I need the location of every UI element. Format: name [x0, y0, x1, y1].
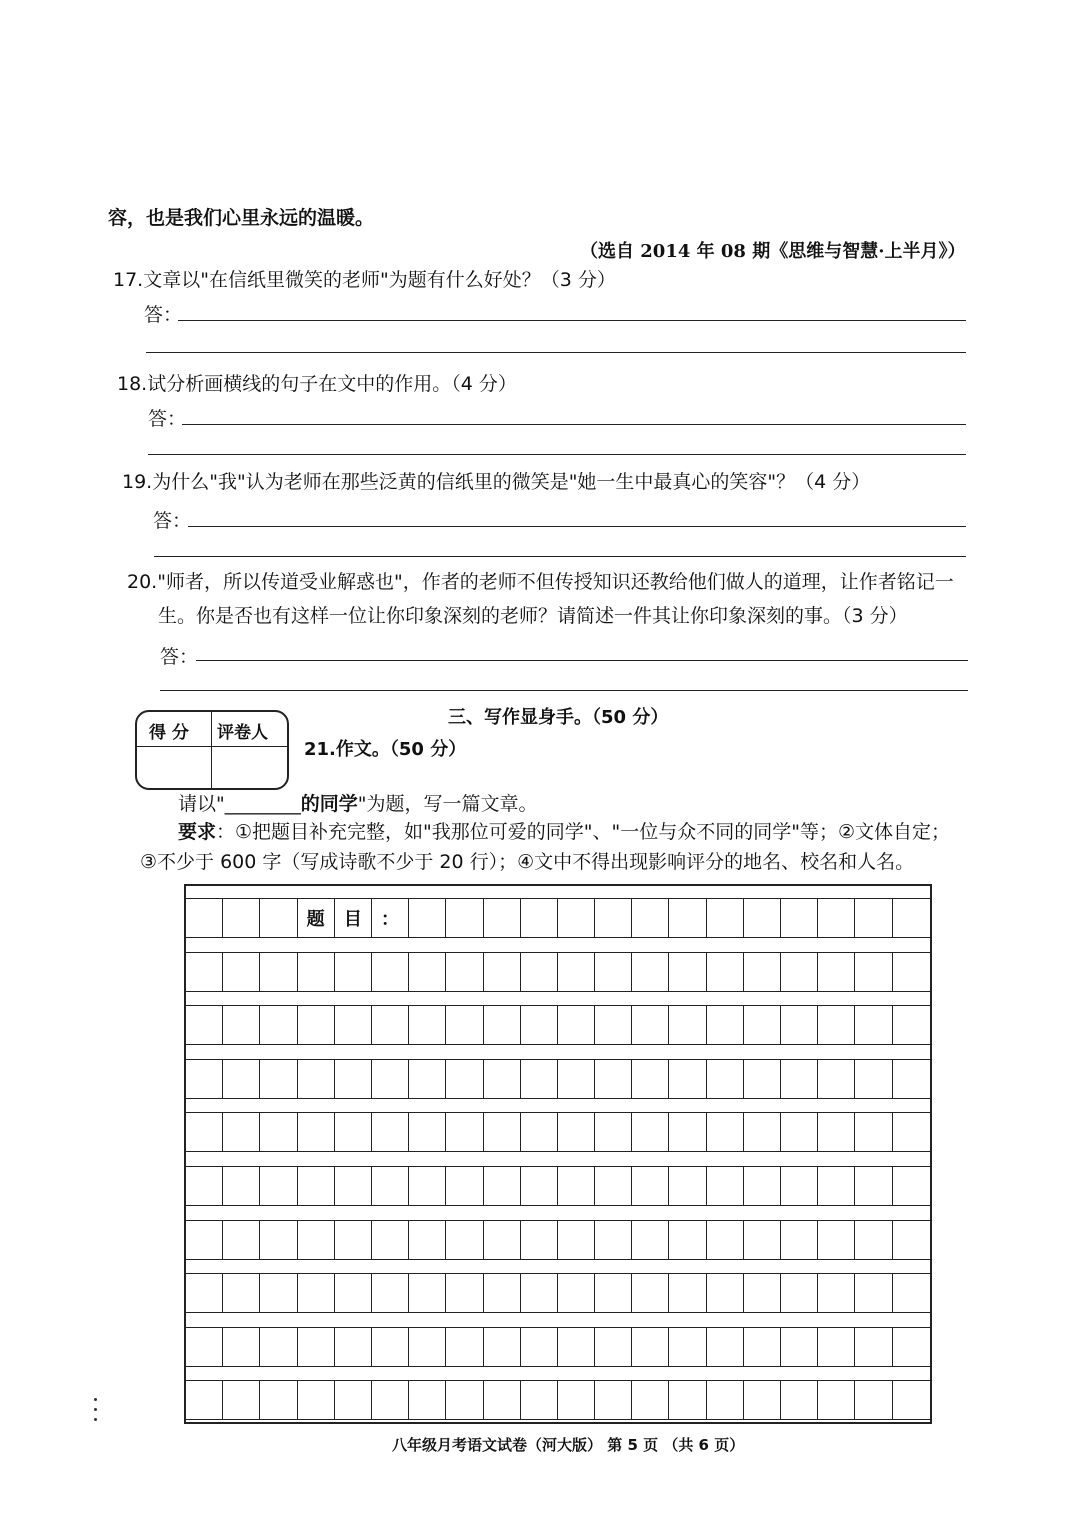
requirements-line2: ③不少于 600 字（写成诗歌不少于 20 行）；④文中不得出现影响评分的地名、校名和人名。 [140, 851, 915, 873]
grid-cell[interactable] [744, 1006, 781, 1044]
grid-cell[interactable] [260, 1113, 297, 1151]
grid-cell[interactable] [855, 1221, 892, 1259]
grid-cell[interactable] [446, 1381, 483, 1419]
grid-cell[interactable] [484, 1060, 521, 1098]
grid-cell[interactable] [409, 1060, 446, 1098]
grid-cell[interactable] [372, 1060, 409, 1098]
grid-cell[interactable] [409, 1381, 446, 1419]
grid-cell[interactable] [632, 1328, 669, 1366]
grid-cell[interactable] [669, 1381, 706, 1419]
grid-cell[interactable] [781, 1006, 818, 1044]
answer-label-18: 答： [148, 408, 187, 430]
grid-cell[interactable] [260, 953, 297, 991]
grid-cell[interactable] [632, 1167, 669, 1205]
answer-line-17b[interactable] [146, 352, 966, 353]
grid-cell[interactable] [298, 1221, 335, 1259]
page-footer: 八年级月考语文试卷（河大版） 第 5 页 （共 6 页） [392, 1436, 745, 1454]
grid-cell[interactable] [372, 1381, 409, 1419]
grid-cell[interactable] [484, 953, 521, 991]
grid-row [186, 1005, 930, 1045]
grid-cell[interactable] [223, 953, 260, 991]
grid-cell[interactable] [744, 1113, 781, 1151]
grid-cell[interactable] [595, 1328, 632, 1366]
grid-cell[interactable] [298, 1060, 335, 1098]
grid-cell[interactable] [558, 1006, 595, 1044]
grid-cell[interactable] [893, 1167, 930, 1205]
grid-cell[interactable] [818, 1221, 855, 1259]
grid-cell[interactable] [521, 1006, 558, 1044]
grid-cell[interactable] [632, 899, 669, 937]
grid-cell[interactable] [781, 1060, 818, 1098]
grid-cell[interactable] [260, 899, 297, 937]
grid-cell[interactable] [260, 1060, 297, 1098]
grid-title-char[interactable]: 目 [335, 899, 372, 937]
grid-cell[interactable] [446, 1006, 483, 1044]
grid-cell[interactable] [893, 1274, 930, 1312]
grid-cell[interactable] [669, 1006, 706, 1044]
grid-cell[interactable] [595, 899, 632, 937]
grid-cell[interactable] [707, 1167, 744, 1205]
grid-cell[interactable] [595, 1221, 632, 1259]
passage-source: （选自 2014 年 08 期《思维与智慧·上半月》） [580, 241, 966, 262]
grid-row [186, 1112, 930, 1152]
grid-cell[interactable] [446, 1167, 483, 1205]
essay-title-blank[interactable]: ________ [224, 793, 301, 815]
grid-cell[interactable] [223, 899, 260, 937]
grid-cell[interactable] [409, 953, 446, 991]
grid-cell[interactable] [632, 1113, 669, 1151]
grid-cell[interactable] [669, 1113, 706, 1151]
grid-cell[interactable] [744, 899, 781, 937]
grid-row [186, 1273, 930, 1313]
answer-line-19b[interactable] [154, 556, 966, 557]
grid-cell[interactable] [744, 1167, 781, 1205]
grid-cell[interactable] [893, 953, 930, 991]
grid-cell[interactable] [260, 1167, 297, 1205]
grid-cell[interactable] [186, 1060, 223, 1098]
grid-cell[interactable] [335, 1381, 372, 1419]
score-label: 得 分 [149, 723, 189, 743]
grid-cell[interactable] [260, 1221, 297, 1259]
grid-cell[interactable] [372, 1167, 409, 1205]
grid-cell[interactable] [409, 899, 446, 937]
passage-closing-line: 容，也是我们心里永远的温暖。 [108, 207, 375, 229]
grid-cell[interactable] [484, 1006, 521, 1044]
grid-cell[interactable] [484, 1167, 521, 1205]
grid-cell[interactable] [744, 1328, 781, 1366]
grid-cell[interactable] [446, 1328, 483, 1366]
grid-cell[interactable] [781, 1167, 818, 1205]
grid-cell[interactable] [781, 1221, 818, 1259]
section-title: 三、写作显身手。（50 分） [448, 707, 669, 728]
grid-cell[interactable] [893, 1381, 930, 1419]
grid-cell[interactable] [558, 1060, 595, 1098]
grid-cell[interactable] [595, 1113, 632, 1151]
grid-cell[interactable] [409, 1274, 446, 1312]
grid-cell[interactable] [744, 1060, 781, 1098]
question-21: 21.作文。（50 分） [304, 739, 467, 760]
grid-cell[interactable] [409, 1006, 446, 1044]
grid-cell[interactable] [893, 1006, 930, 1044]
grid-cell[interactable] [855, 1113, 892, 1151]
answer-line-18a[interactable] [182, 424, 966, 425]
grid-cell[interactable] [298, 953, 335, 991]
grid-cell[interactable] [335, 1274, 372, 1312]
grid-cell[interactable] [186, 1167, 223, 1205]
question-20-line2: 生。你是否也有这样一位让你印象深刻的老师？请简述一件其让你印象深刻的事。（3 分） [158, 605, 908, 627]
grid-cell[interactable] [372, 1274, 409, 1312]
question-17: 17.文章以"在信纸里微笑的老师"为题有什么好处？（3 分） [113, 269, 616, 291]
grid-row [186, 1059, 930, 1099]
grid-cell[interactable] [744, 1274, 781, 1312]
grid-cell[interactable] [446, 1221, 483, 1259]
grid-cell[interactable] [781, 1328, 818, 1366]
grid-cell[interactable] [744, 953, 781, 991]
grid-cell[interactable] [707, 899, 744, 937]
grid-cell[interactable] [186, 899, 223, 937]
grid-cell[interactable] [521, 1328, 558, 1366]
requirements-line1 [178, 820, 950, 844]
grid-cell[interactable] [223, 1167, 260, 1205]
grid-cell[interactable] [335, 1060, 372, 1098]
grid-cell[interactable] [186, 1113, 223, 1151]
essay-prompt-lead: 请以" [178, 793, 225, 815]
grid-cell[interactable] [223, 1274, 260, 1312]
grid-cell[interactable] [558, 1381, 595, 1419]
grid-cell[interactable] [818, 1006, 855, 1044]
grid-cell[interactable] [484, 1113, 521, 1151]
question-18: 18.试分析画横线的句子在文中的作用。（4 分） [117, 373, 517, 395]
answer-label-17: 答： [144, 304, 183, 326]
grid-cell[interactable] [484, 1221, 521, 1259]
grid-cell[interactable] [484, 1274, 521, 1312]
grid-row [186, 1380, 930, 1420]
grid-cell[interactable] [372, 953, 409, 991]
grid-cell[interactable] [298, 1274, 335, 1312]
grid-cell[interactable] [298, 1381, 335, 1419]
score-box [135, 710, 289, 790]
grid-row [186, 1327, 930, 1367]
grid-cell[interactable] [409, 1328, 446, 1366]
grid-cell[interactable] [893, 1060, 930, 1098]
grid-row [186, 952, 930, 992]
grid-cell[interactable] [223, 1328, 260, 1366]
grid-cell[interactable] [335, 953, 372, 991]
grid-cell[interactable] [186, 1221, 223, 1259]
grid-cell[interactable] [409, 1167, 446, 1205]
scan-mark [94, 1408, 97, 1411]
grid-cell[interactable] [521, 1113, 558, 1151]
grid-cell[interactable] [335, 1167, 372, 1205]
grid-cell[interactable] [372, 1328, 409, 1366]
grid-cell[interactable] [855, 899, 892, 937]
answer-line-20b[interactable] [160, 690, 968, 691]
grid-cell[interactable] [446, 1113, 483, 1151]
grid-cell[interactable] [707, 1113, 744, 1151]
grid-cell[interactable] [707, 1221, 744, 1259]
grid-cell[interactable] [595, 953, 632, 991]
scan-mark [94, 1418, 97, 1421]
grid-cell[interactable] [446, 1060, 483, 1098]
grid-cell[interactable] [893, 899, 930, 937]
grid-cell[interactable] [446, 899, 483, 937]
grid-cell[interactable] [446, 953, 483, 991]
grid-cell[interactable] [632, 1221, 669, 1259]
composition-grid[interactable] [184, 884, 932, 1424]
requirements-label: 要求 [178, 821, 217, 843]
grid-cell[interactable] [893, 1221, 930, 1259]
grid-cell[interactable] [186, 1328, 223, 1366]
grid-cell[interactable] [558, 1113, 595, 1151]
grid-cell[interactable] [521, 1167, 558, 1205]
grid-cell[interactable] [818, 1274, 855, 1312]
grid-cell[interactable] [632, 1381, 669, 1419]
grid-cell[interactable] [781, 1274, 818, 1312]
grid-cell[interactable] [893, 1113, 930, 1151]
grid-cell[interactable] [632, 1060, 669, 1098]
grid-cell[interactable] [855, 1006, 892, 1044]
grid-cell[interactable] [707, 1381, 744, 1419]
grid-cell[interactable] [818, 1113, 855, 1151]
grid-cell[interactable] [335, 1221, 372, 1259]
grid-cell[interactable] [558, 899, 595, 937]
answer-line-18b[interactable] [148, 454, 966, 455]
grid-cell[interactable] [595, 1381, 632, 1419]
grid-cell[interactable] [186, 1274, 223, 1312]
grid-cell[interactable] [595, 1167, 632, 1205]
grid-cell[interactable] [484, 899, 521, 937]
grid-cell[interactable] [260, 1328, 297, 1366]
grid-cell[interactable] [855, 1381, 892, 1419]
grid-cell[interactable] [669, 1274, 706, 1312]
grid-row [186, 1220, 930, 1260]
grid-row [186, 898, 930, 938]
grid-cell[interactable] [707, 1274, 744, 1312]
grid-cell[interactable] [855, 953, 892, 991]
requirements-text-1: ：①把题目补充完整，如"我那位可爱的同学"、"一位与众不同的同学"等；②文体自定； [216, 821, 951, 843]
grid-cell[interactable] [632, 1274, 669, 1312]
grid-cell[interactable] [744, 1381, 781, 1419]
grid-cell[interactable] [558, 1167, 595, 1205]
essay-prompt-tail: "为题，写一篇文章。 [357, 793, 538, 815]
grid-cell[interactable] [372, 1113, 409, 1151]
grid-cell[interactable] [707, 1006, 744, 1044]
answer-label-20: 答： [160, 646, 199, 668]
grid-cell[interactable] [669, 1167, 706, 1205]
grid-cell[interactable] [558, 953, 595, 991]
grid-cell[interactable] [521, 899, 558, 937]
grid-cell[interactable] [558, 1221, 595, 1259]
grid-cell[interactable] [335, 1006, 372, 1044]
grid-cell[interactable] [446, 1274, 483, 1312]
grid-cell[interactable] [186, 953, 223, 991]
grid-cell[interactable] [781, 1113, 818, 1151]
grid-cell[interactable] [260, 1381, 297, 1419]
grid-cell[interactable] [595, 1060, 632, 1098]
grid-cell[interactable] [409, 1113, 446, 1151]
grid-cell[interactable] [595, 1006, 632, 1044]
grid-cell[interactable] [484, 1328, 521, 1366]
scan-mark [94, 1398, 97, 1401]
grid-cell[interactable] [558, 1328, 595, 1366]
grid-cell[interactable] [781, 899, 818, 937]
grid-cell[interactable] [298, 1328, 335, 1366]
grid-cell[interactable] [558, 1274, 595, 1312]
grid-cell[interactable] [223, 1006, 260, 1044]
essay-prompt-bold: 的同学 [300, 793, 358, 815]
grid-cell[interactable] [521, 1221, 558, 1259]
grid-cell[interactable] [521, 1381, 558, 1419]
grid-cell[interactable] [707, 1328, 744, 1366]
grid-row [186, 1166, 930, 1206]
grid-cell[interactable] [893, 1328, 930, 1366]
grid-cell[interactable] [855, 1060, 892, 1098]
grid-cell[interactable] [298, 1113, 335, 1151]
grid-cell[interactable] [744, 1221, 781, 1259]
grid-cell[interactable] [409, 1221, 446, 1259]
grid-cell[interactable] [595, 1274, 632, 1312]
grid-cell[interactable] [521, 1274, 558, 1312]
grid-cell[interactable] [223, 1113, 260, 1151]
grid-cell[interactable] [260, 1274, 297, 1312]
grid-cell[interactable] [781, 1381, 818, 1419]
grid-cell[interactable] [372, 1006, 409, 1044]
grid-cell[interactable] [669, 953, 706, 991]
grid-cell[interactable] [298, 1167, 335, 1205]
grid-cell[interactable] [707, 953, 744, 991]
grid-cell[interactable] [818, 1167, 855, 1205]
grader-label: 评卷人 [217, 723, 268, 743]
grid-cell[interactable] [818, 1328, 855, 1366]
grid-cell[interactable] [186, 1381, 223, 1419]
grid-cell[interactable] [855, 1274, 892, 1312]
grid-cell[interactable] [669, 1060, 706, 1098]
answer-line-20a[interactable] [196, 660, 968, 661]
grid-cell[interactable] [484, 1381, 521, 1419]
grid-cell[interactable] [372, 1221, 409, 1259]
question-19: 19.为什么"我"认为老师在那些泛黄的信纸里的微笑是"她一生中最真心的笑容"？（4 分） [122, 471, 871, 493]
grid-cell[interactable] [335, 1328, 372, 1366]
essay-prompt [178, 792, 538, 816]
grid-cell[interactable] [335, 1113, 372, 1151]
question-20-line1: 20."师者，所以传道受业解惑也"，作者的老师不但传授知识还教给他们做人的道理，让作者铭记一 [127, 571, 954, 593]
score-box-divider [137, 746, 287, 747]
grid-cell[interactable] [818, 899, 855, 937]
grid-cell[interactable] [298, 1006, 335, 1044]
grid-cell[interactable] [669, 1328, 706, 1366]
grid-cell[interactable] [855, 1167, 892, 1205]
grid-cell[interactable] [781, 953, 818, 991]
grid-cell[interactable] [521, 953, 558, 991]
grid-cell[interactable] [223, 1221, 260, 1259]
grid-cell[interactable] [669, 1221, 706, 1259]
grid-cell[interactable] [707, 1060, 744, 1098]
answer-line-19a[interactable] [188, 526, 966, 527]
grid-title-char[interactable]: 题 [298, 899, 335, 937]
grid-cell[interactable] [223, 1060, 260, 1098]
grid-cell[interactable] [186, 1006, 223, 1044]
grid-cell[interactable] [632, 1006, 669, 1044]
grid-cell[interactable] [818, 1060, 855, 1098]
grid-cell[interactable] [521, 1060, 558, 1098]
answer-label-19: 答： [153, 510, 192, 532]
grid-cell[interactable] [223, 1381, 260, 1419]
grid-cell[interactable] [669, 899, 706, 937]
answer-line-17a[interactable] [178, 320, 966, 321]
grid-cell[interactable] [632, 953, 669, 991]
grid-cell[interactable] [818, 953, 855, 991]
grid-cell[interactable] [818, 1381, 855, 1419]
grid-title-char[interactable]: ： [372, 899, 409, 937]
grid-cell[interactable] [855, 1328, 892, 1366]
score-box-column-divider [211, 712, 212, 788]
grid-cell[interactable] [260, 1006, 297, 1044]
